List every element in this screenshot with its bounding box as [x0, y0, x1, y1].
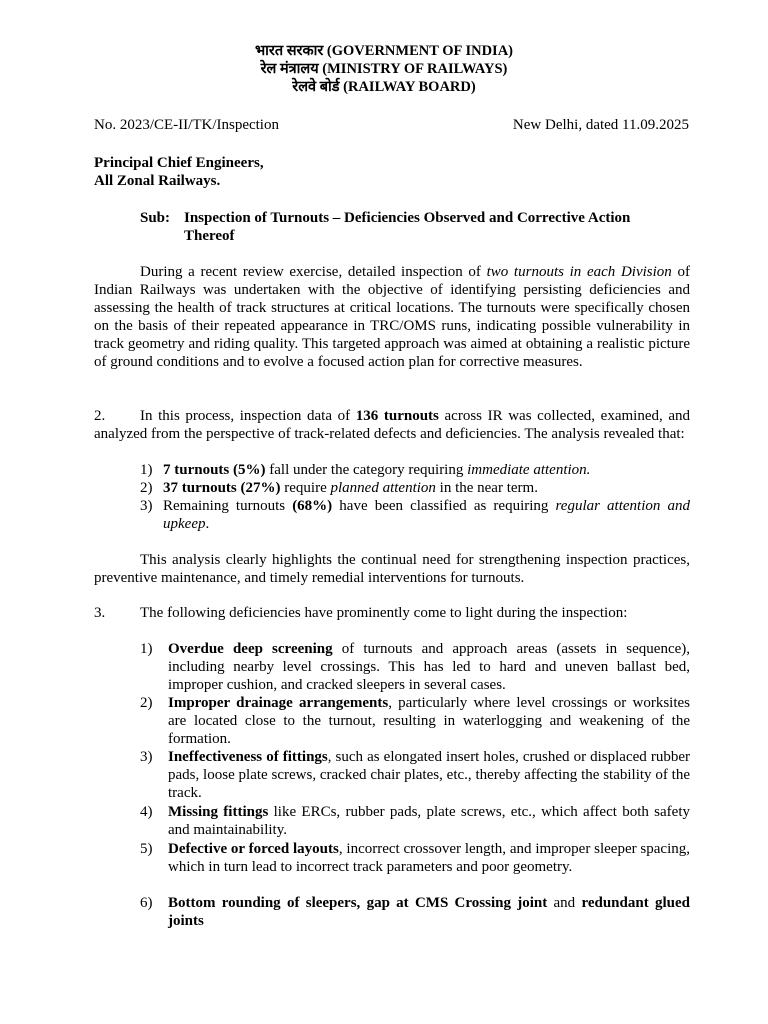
paragraph-2-conclusion: This analysis clearly highlights the continual need for strengthening inspection practices, preventive maintenance, and timely remedial interventions for turnouts.: [94, 552, 690, 586]
list-item: Improper drainage arrangements, particularly where level crossings or worksites are located close to the turnout, resulting in waterlogging and weakening of the formation.: [168, 695, 691, 747]
list-item-number: 2): [140, 480, 153, 496]
paragraph-2-number: 2.: [94, 408, 106, 424]
list-item-number: 1): [140, 462, 153, 478]
list-item: Ineffectiveness of fittings, such as elongated insert holes, crushed or displaced rubber pads, loose plate screws, cracked chair plates, etc., thereby affecting the stability of the track.: [168, 749, 690, 801]
paragraph-3-intro: The following deficiencies have prominently come to light during the inspection:: [140, 605, 628, 621]
list-item-number: 3): [140, 749, 153, 765]
list-item-number: 1): [140, 641, 153, 657]
list-item-number: 4): [140, 804, 153, 820]
header-line-board: रेलवे बोर्ड (RAILWAY BOARD): [292, 79, 476, 95]
addressee-line-2: All Zonal Railways.: [94, 173, 221, 189]
reference-number: No. 2023/CE-II/TK/Inspection: [94, 117, 279, 133]
list-item: Defective or forced layouts, incorrect crossover length, and improper sleeper spacing, which in turn lead to incorrect track parameters and poor geometry.: [168, 841, 690, 875]
list-item-number: 3): [140, 498, 153, 514]
paragraph-1: During a recent review exercise, detailed inspection of two turnouts in each Division of Indian Railways was undertaken with the objective of identifying persisting deficiencies and assessing the health of track structures at critical locations. The turnouts were specifically chosen on the basis of their repeated appearance in TRC/OMS runs, indicating possible vulnerability in track geometry and riding quality. This targeted approach was aimed at obtaining a realistic picture of ground conditions and to evolve a focused action plan for corrective measures.: [94, 264, 690, 370]
list-item: Remaining turnouts (68%) have been classified as requiring regular attention and upkeep.: [163, 498, 690, 532]
date-line: New Delhi, dated 11.09.2025: [512, 117, 689, 133]
list-item-number: 2): [140, 695, 153, 711]
subject-line-2: Thereof: [184, 228, 235, 244]
subject-line-1: Inspection of Turnouts – Deficiencies Observed and Corrective Action: [184, 210, 631, 226]
header-line-ministry: रेल मंत्रालय (MINISTRY OF RAILWAYS): [260, 61, 508, 77]
header-line-government: भारत सरकार (GOVERNMENT OF INDIA): [254, 43, 514, 59]
list-item-number: 6): [140, 895, 153, 911]
list-item: 7 turnouts (5%) fall under the category requiring immediate attention.: [163, 462, 591, 478]
list-item: Bottom rounding of sleepers, gap at CMS Crossing joint and redundant glued joints: [168, 895, 690, 929]
list-item: Missing fittings like ERCs, rubber pads, plate screws, etc., which affect both safety and maintainability.: [168, 804, 690, 838]
paragraph-2: In this process, inspection data of 136 turnouts across IR was collected, examined, and analyzed from the perspective of track-related defects and deficiencies. The analysis revealed that:: [94, 408, 691, 442]
list-item: 37 turnouts (27%) require planned attention in the near term.: [163, 480, 538, 496]
paragraph-3-number: 3.: [94, 605, 106, 621]
subject-label: Sub:: [140, 210, 171, 226]
addressee-line-1: Principal Chief Engineers,: [94, 155, 264, 171]
list-item: Overdue deep screening of turnouts and approach areas (assets in sequence), including nearby level crossings. This has led to hard and uneven ballast bed, improper cushion, and cracked sleepers in several cases.: [168, 641, 690, 693]
list-item-number: 5): [140, 841, 153, 857]
